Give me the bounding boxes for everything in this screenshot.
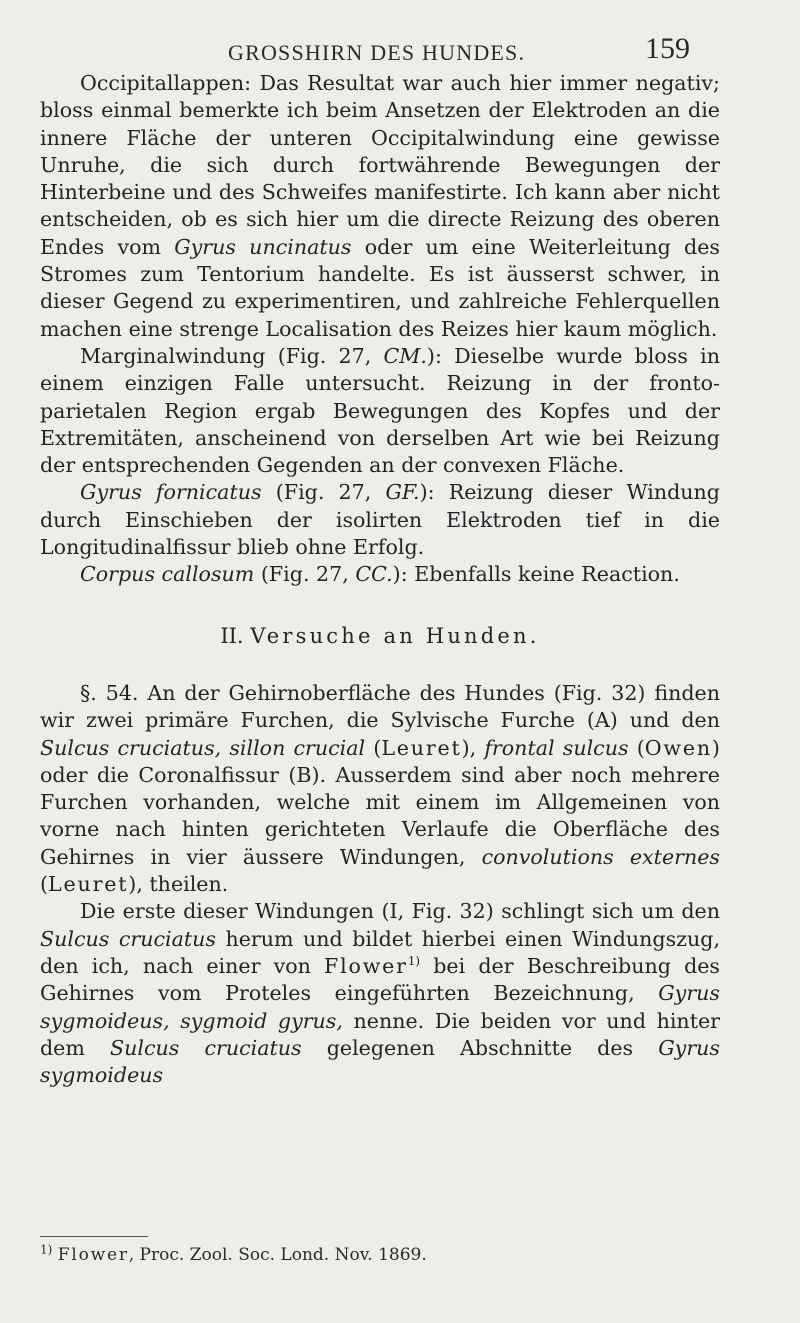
text-run: ( (40, 872, 49, 897)
text-run: ), (461, 735, 485, 760)
page-header (0, 32, 800, 68)
paragraph-erste-windung (40, 898, 720, 1089)
italic-term: CM. (383, 343, 427, 368)
italic-term: CC. (355, 562, 393, 587)
paragraph-occipitallappen (40, 70, 720, 343)
text-run: ): Dieselbe wurde bloss in einem einzigen Falle untersucht. Reizung in der fronto-parietalen Region ergab Bewegungen des Kopfes und der Extremitäten, anscheinend von derselben Art wie bei Reizung der entsprechenden Gegenden an der convexen Fläche. (40, 343, 720, 478)
section-title: Versuche an Hunden. (250, 623, 540, 648)
text-run: Occipitallappen: Das Resultat war auch hier immer negativ; bloss einmal bemerkte ich beim Ansetzen der Elektroden an die innere Fläche der unteren Occipitalwindung eine gewisse Unruhe, die sich durch fortwährende Bewegungen der Hinterbeine und des Schweifes manifestirte. Ich kann aber nicht entscheiden, ob es sich hier um die directe Reizung des oberen Endes vom (40, 71, 720, 259)
running-title: GROSSHIRN DES HUNDES. (228, 40, 526, 65)
author-name: Flower (324, 953, 408, 978)
paragraph-corpus-callosum (40, 561, 720, 588)
italic-term: Gyrus fornicatus (80, 480, 262, 505)
text-run: herum und bildet hierbei einen Windungszug, den ich, nach einer von (40, 926, 720, 978)
text-run: §. 54. An der Gehirnoberfläche des Hundes (Fig. 32) finden wir zwei primäre Furchen, die Sylvische Furche (A) und den (40, 680, 720, 733)
italic-term: Gyrus sygmoideus, sygmoid gyrus, (40, 981, 720, 1033)
italic-term: Sulcus cruciatus (110, 1035, 302, 1060)
text-run: nenne. Die beiden vor und hinter dem (40, 1008, 721, 1060)
footnote (40, 1242, 720, 1265)
italic-term: Gyrus uncinatus (174, 234, 352, 259)
section-heading (40, 623, 720, 650)
author-name: Leuret (381, 735, 462, 760)
italic-term: Gyrus sygmoideus (40, 1035, 720, 1088)
footnote-marker: 1) (40, 1242, 53, 1257)
paragraph-marginalwindung (40, 343, 720, 479)
text-run: ): Reizung dieser Windung durch Einschieben der isolirten Elektroden tief in die Longitudinalfissur blieb ohne Erfolg. (40, 480, 720, 560)
footnote-divider (40, 1236, 148, 1237)
text-run: ( (628, 735, 645, 760)
page-number: 159 (645, 32, 690, 65)
italic-term: frontal sulcus (484, 735, 629, 760)
text-run: ( (365, 735, 382, 760)
italic-term: Sulcus cruciatus, sillon crucial (40, 735, 366, 760)
text-run: Die erste dieser Windungen (I, Fig. 32) schlingt sich um den (80, 899, 720, 924)
italic-term: Sulcus cruciatus (40, 926, 216, 951)
italic-term: GF. (385, 480, 420, 505)
section-numeral: II. (220, 623, 244, 648)
footnote-reference[interactable]: 1) (407, 954, 421, 969)
author-name: Leuret (48, 872, 129, 897)
text-run: ): Ebenfalls keine Reaction. (392, 562, 680, 587)
paragraph-gyrus-fornicatus (40, 479, 720, 561)
text-run: gelegenen Abschnitte des (301, 1035, 659, 1060)
italic-term: Corpus callosum (80, 562, 255, 587)
text-run: (Fig. 27, (254, 562, 356, 587)
text-run: Marginalwindung (Fig. 27, (80, 343, 384, 368)
text-run: ), theilen. (128, 872, 229, 897)
italic-term: convolutions externes (481, 844, 720, 869)
footnote-text: , Proc. Zool. Soc. Lond. Nov. 1869. (128, 1245, 427, 1265)
body-text (40, 70, 720, 1089)
text-run: (Fig. 27, (261, 480, 386, 505)
paragraph-section-54 (40, 680, 720, 898)
footnote-author: Flower (57, 1245, 129, 1265)
author-name: Owen (644, 735, 712, 760)
text-run: ) oder die Coronalfissur (B). Ausserdem sind aber noch mehrere Furchen vorhanden, welche mit einem im Allgemeinen von vorne nach hinten gerichteten Verlaufe die Oberfläche des Gehirnes in vier äussere Windungen, (40, 735, 720, 869)
text-run: bei der Beschreibung des Gehirnes vom Proteles eingeführten Bezeichnung, (40, 953, 721, 1006)
text-run: oder um eine Weiterleitung des Stromes zum Tentorium handelte. Es ist äusserst schwer, in dieser Gegend zu experimentiren, und zahlreiche Fehlerquellen machen eine strenge Localisation des Reizes hier kaum möglich. (40, 234, 720, 341)
